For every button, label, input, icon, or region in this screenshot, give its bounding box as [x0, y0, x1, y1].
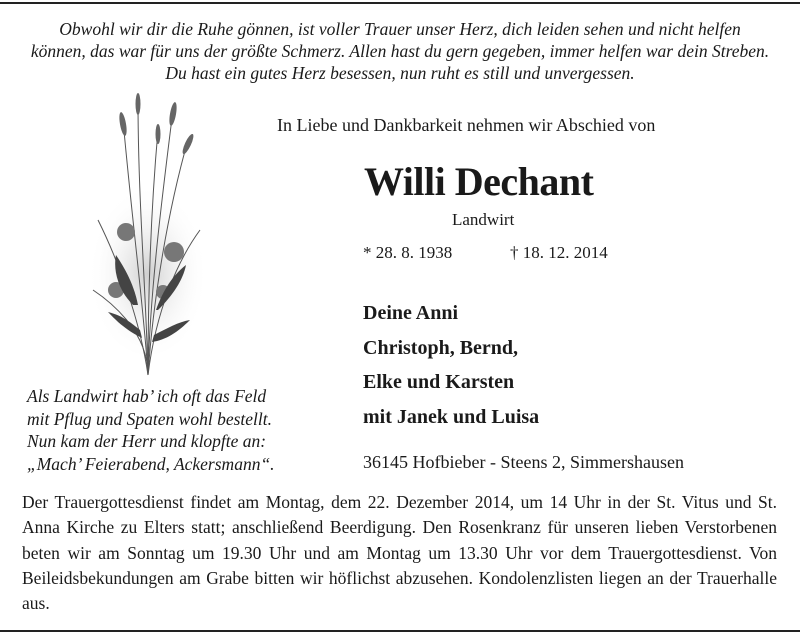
family-line: Deine Anni	[363, 302, 459, 324]
top-border	[0, 2, 800, 4]
address: 36145 Hofbieber - Steens 2, Simmershausen	[363, 452, 684, 472]
occupation: Landwirt	[452, 210, 515, 229]
poem-top-line: Obwohl wir dir die Ruhe gönnen, ist voller Trauer unser Herz, dich leiden sehen und nicht helfen	[59, 19, 741, 39]
poem-left-line: Als Landwirt hab’ ich oft das Feld	[27, 386, 267, 406]
family-line: Christoph, Bernd,	[363, 336, 519, 359]
family-list	[363, 296, 539, 434]
family-line: mit Janek und Luisa	[363, 405, 540, 428]
poem-top-line: können, das war für uns der größte Schmerz. Allen hast du gern gegeben, immer helfen war dein Streben.	[30, 41, 770, 61]
poem-left	[27, 385, 275, 475]
grass-bouquet-icon	[78, 90, 218, 380]
family-line: Elke und Karsten	[363, 371, 515, 393]
intro-text: In Liebe und Dankbarkeit nehmen wir Abschied von	[277, 115, 656, 135]
deceased-name: Willi Dechant	[364, 159, 594, 204]
poem-left-line: Nun kam der Herr und klopfte an:	[27, 431, 267, 451]
service-text: Der Trauergottesdienst findet am Montag, dem 22. Dezember 2014, um 14 Uhr in der St. Vitus und St. Anna Kirche zu Elters statt; anschließend Beerdigung. Den Rosenkranz für unseren lieben Verstorbenen beten wir am Sonntag um 19.30 Uhr und am Montag um 13.30 Uhr vor dem Trauergottesdienst. Von Beileidsbekundungen am Grabe bitten wir höflichst abzusehen. Kondolenzlisten liegen an der Trauerhalle aus.	[22, 492, 777, 614]
poem-left-line: mit Pflug und Spaten wohl bestellt.	[27, 408, 272, 429]
death-date: † 18. 12. 2014	[510, 243, 608, 262]
poem-top	[20, 18, 780, 84]
poem-left-line: „Mach’ Feierabend, Ackersmann“.	[27, 453, 275, 474]
poem-top-line: Du hast ein gutes Herz besessen, nun ruht es still und unvergessen.	[165, 63, 635, 83]
birth-date: * 28. 8. 1938	[363, 243, 453, 262]
